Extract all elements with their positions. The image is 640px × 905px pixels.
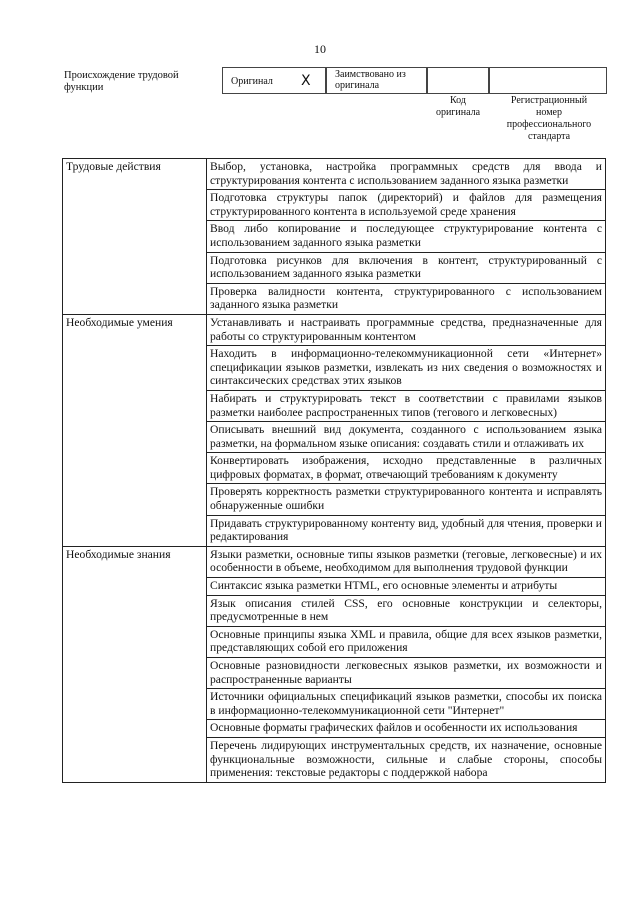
section-item: Придавать структурированному контенту вид, удобный для чтения, проверки и редактирования: [207, 515, 606, 546]
table-row: [63, 546, 606, 577]
section-item: Проверять корректность разметки структурированного контента и исправлять обнаруженные ошибки: [207, 484, 606, 515]
section-item: Описывать внешний вид документа, созданного с использованием языка разметки, на формальном языке описания: создавать стили и отлаживать их: [207, 422, 606, 453]
section-item: Подготовка рисунков для включения в контент, структурированный с использованием заданного языка разметки: [207, 252, 606, 283]
section-item: Проверка валидности контента, структурированного с использованием заданного языка разметки: [207, 283, 606, 314]
section-title: Необходимые умения: [63, 314, 207, 546]
section-title: Необходимые знания: [63, 546, 207, 782]
section-item: Ввод либо копирование и последующее структурирование контента с использованием заданного языка разметки: [207, 221, 606, 252]
original-text: Оригинал: [231, 76, 273, 87]
page-number: 10: [314, 42, 326, 56]
section-item: Подготовка структуры папок (директорий) и файлов для размещения структурированного контента в используемой среде хранения: [207, 190, 606, 221]
origin-reg-box: [489, 67, 607, 94]
section-item: Основные разновидности легковесных языков разметки, их возможности и распространенные варианты: [207, 658, 606, 689]
section-item: Выбор, установка, настройка программных средств для ввода и структурирования контента с использованием заданного языка разметки: [207, 159, 606, 190]
origin-code-box: [427, 67, 489, 94]
origin-borrowed-box: [326, 67, 427, 94]
origin-label: Происхождение трудовой функции: [64, 70, 179, 93]
section-item: Конвертировать изображения, исходно представленные в различных цифровых форматах, в формат, отвечающий требованиям к документу: [207, 453, 606, 484]
section-item: Синтаксис языка разметки HTML, его основные элементы и атрибуты: [207, 578, 606, 596]
section-item: Находить в информационно-телекоммуникационной сети «Интернет» спецификации языков разметки, извлекать из них сведения о возможностях и синтаксических средствах этих языков: [207, 346, 606, 391]
section-item: Основные форматы графических файлов и особенности их использования: [207, 720, 606, 738]
reg-label: Регистрационный номер профессионального стандарта: [506, 95, 592, 142]
origin-original-box: [222, 67, 326, 94]
section-item: Устанавливать и настраивать программные средства, предназначенные для работы со структурированным контентом: [207, 314, 606, 345]
section-title: Трудовые действия: [63, 159, 207, 315]
section-item: Языки разметки, основные типы языков разметки (теговые, легковесные) и их особенности в объеме, необходимом для выполнения трудовой функции: [207, 546, 606, 577]
section-item: Источники официальных спецификаций языков разметки, способы их поиска в информационно-телекоммуникационной сети "Интернет": [207, 689, 606, 720]
original-mark: X: [301, 73, 311, 89]
function-table: [62, 158, 606, 783]
table-row: [63, 159, 606, 190]
table-row: [63, 314, 606, 345]
section-item: Язык описания стилей CSS, его основные конструкции и селекторы, предусмотренные в нем: [207, 595, 606, 626]
section-item: Перечень лидирующих инструментальных средств, их назначение, основные функциональные возможности, сильные и слабые стороны, способы применения: текстовые редакторы с поддержкой набора: [207, 737, 606, 782]
section-item: Основные принципы языка XML и правила, общие для всех языков разметки, представляющих собой его приложения: [207, 626, 606, 657]
code-label: Код оригинала: [435, 95, 481, 118]
table-bottom-mask: [206, 844, 606, 846]
borrowed-text: Заимствовано из оригинала: [335, 69, 406, 91]
section-item: Набирать и структурировать текст в соответствии с правилами языков разметки наиболее распространенных типов (тегового и легковесных): [207, 390, 606, 421]
